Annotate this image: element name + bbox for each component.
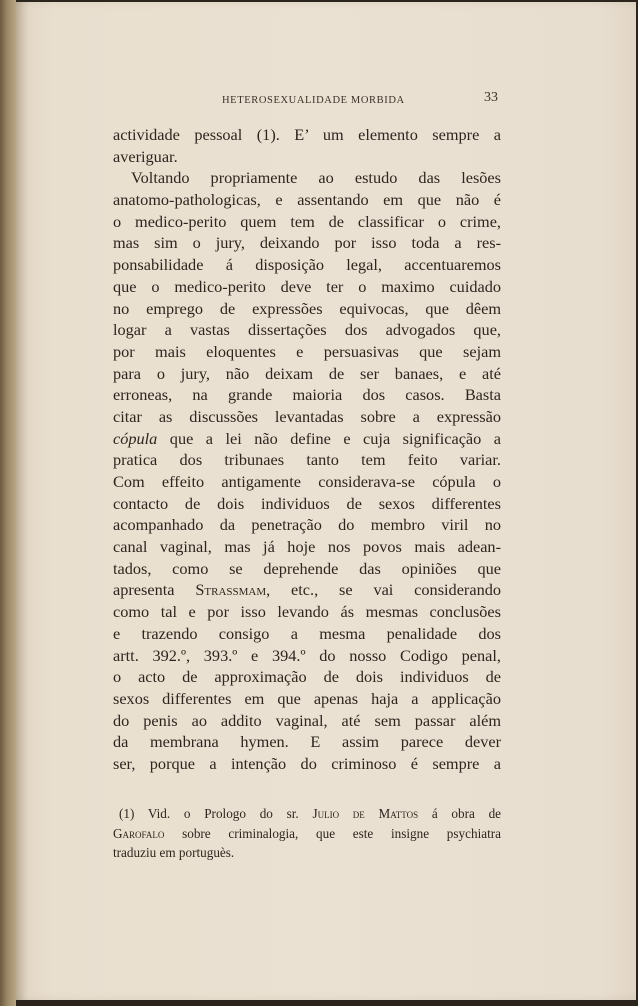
- text-line: acompanhado da penetração do membro viril no: [113, 515, 501, 535]
- text-line-with-author: [113, 579, 501, 601]
- page-number: 33: [484, 90, 498, 105]
- text-line: Com effeito antigamente considerava-se cópula o: [113, 472, 501, 491]
- footnote: [113, 804, 501, 863]
- text-line-rest: , etc., se vai considerando: [266, 580, 501, 600]
- text-line: logar a vastas dissertações dos advogados que,: [113, 320, 501, 340]
- author-name: Julio de Mattos: [312, 806, 419, 821]
- text-line: mas sim o jury, deixando por isso toda a res-: [113, 233, 501, 253]
- text-line: Voltando propriamente ao estudo das lesões: [131, 168, 501, 188]
- footnote-text: sobre criminalogia, que este insigne psychiatra: [182, 825, 501, 841]
- text-line: tados, como se deprehende das opiniões que: [113, 558, 501, 578]
- body-text: [113, 124, 501, 775]
- text-line: o acto de approximação de dois individuos de: [113, 667, 501, 687]
- text-line: artt. 392.º, 393.º e 394.º do nosso Codigo penal,: [113, 645, 501, 665]
- text-line: citar as discussões levantadas sobre a expressão: [113, 406, 501, 426]
- running-title: HETEROSEXUALIDADE MORBIDA: [222, 95, 405, 106]
- text-line: anatomo-pathologicas, e assentando em que não é: [113, 190, 501, 210]
- text-line: como tal e por isso levando ás mesmas conclusões: [113, 602, 501, 622]
- text-line: o medico-perito quem tem de classificar o crime,: [113, 211, 501, 231]
- text-line: erroneas, na grande maioria dos casos. Basta: [113, 385, 501, 405]
- text-line-with-italic: [113, 428, 501, 450]
- text-line: no emprego de expressões equivocas, que dêem: [113, 298, 501, 318]
- footnote-text: Vid. o Prologo do sr.: [147, 806, 299, 821]
- footnote-line: [113, 824, 501, 844]
- text-line: da membrana hymen. E assim parece dever: [113, 732, 501, 752]
- footnote-marker: (1): [119, 806, 135, 821]
- text-line: e trazendo consigo a mesma penalidade dos: [113, 623, 501, 643]
- text-line: actividade pessoal (1). E’ um elemento sempre a: [113, 125, 501, 144]
- text-line: que o medico-perito deve ter o maximo cuidado: [113, 276, 501, 296]
- footnote-line: [113, 804, 501, 824]
- author-name: Garofalo: [113, 825, 165, 841]
- text-line: por mais eloquentes e persuasivas que sejam: [113, 341, 501, 361]
- book-spine-edge: [0, 0, 16, 1006]
- text-line: para o jury, não deixam de ser banaes, e até: [113, 363, 501, 383]
- text-line: sexos differentes em que apenas haja a applicação: [113, 688, 501, 708]
- footnote-text: á obra de: [431, 806, 502, 821]
- text-line: pratica dos tribunaes tanto tem feito variar.: [113, 450, 501, 470]
- text-line-start: apresenta: [113, 580, 175, 600]
- text-line: contacto de dois individuos de sexos differentes: [113, 493, 501, 513]
- text-line: canal vaginal, mas já hoje nos povos mais adean-: [113, 537, 501, 557]
- text-line: averiguar.: [113, 146, 178, 166]
- text-line: do penis ao addito vaginal, até sem passar além: [113, 710, 501, 730]
- italic-term: cópula: [113, 428, 158, 448]
- footnote-line: traduziu em portuguès.: [113, 845, 235, 860]
- author-name: Strassmam: [195, 580, 267, 600]
- text-line-rest: que a lei não define e cuja significação a: [169, 428, 502, 448]
- text-line: ser, porque a intenção do criminoso é sempre a: [113, 753, 501, 773]
- text-line: ponsabilidade á disposição legal, accentuaremos: [113, 255, 501, 275]
